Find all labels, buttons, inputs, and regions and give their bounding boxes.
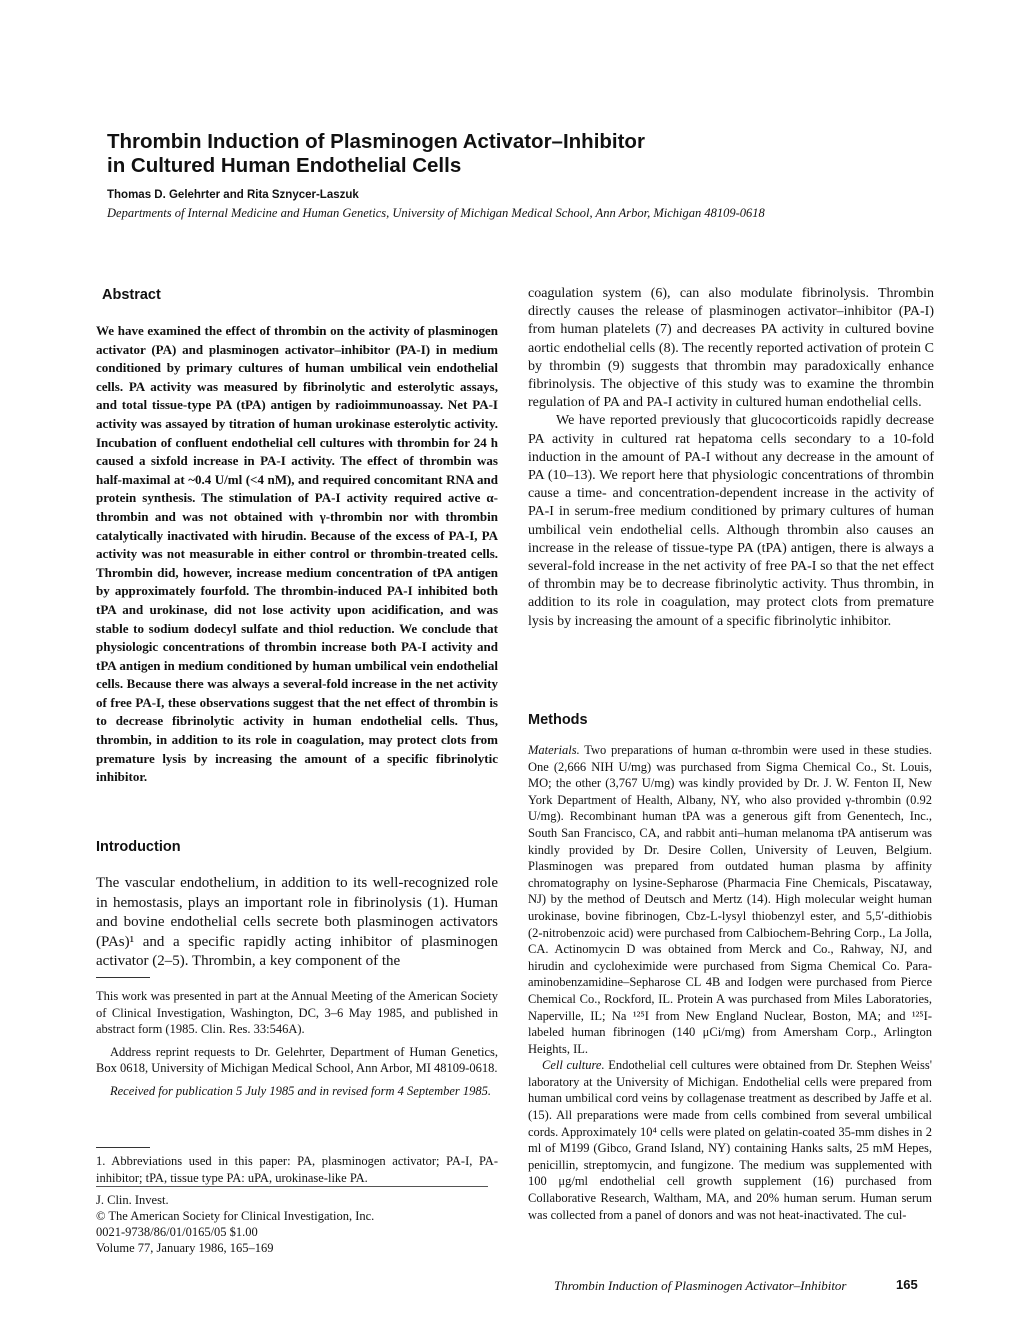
introduction-text: The vascular endothelium, in addition to its well-recognized role in hemostasis, plays an important role in fibrinolysis (1). Human and bovine endothelial cells secrete both plasminogen activators (PAs)¹ and a specific rapidly acting inhibitor of plasminogen activator (2–5). Thrombin, a key component of the bbox=[96, 875, 498, 970]
footnote-presentation: This work was presented in part at the Annual Meeting of the American Society of Clinical Investigation, Washington, DC, 3–6 May 1985, and published in abstract form (1985. Clin. Res. 33:546A). bbox=[96, 989, 498, 1037]
footnote-received-dates: Received for publication 5 July 1985 and in revised form 4 September 1985. bbox=[110, 1083, 492, 1098]
journal-copyright: © The American Society for Clinical Investigation, Inc. bbox=[96, 1209, 375, 1223]
journal-name: J. Clin. Invest. bbox=[96, 1193, 169, 1207]
journal-info-divider bbox=[96, 1186, 488, 1187]
materials-text: Two preparations of human α-thrombin were used in these studies. One (2,666 NIH U/mg) was purchased from Sigma Chemical Co., St. Louis, MO; the other (3,767 U/mg) was kindly provided by Dr. J. W. Fenton II, New York Department of Health, Albany, NY, who also provided γ-thrombin (0.92 U/mg). Recombinant human tPA was a generous gift from Genentech, Inc., South San Francisco, CA, and rabbit anti–human melanoma tPA antiserum was kindly provided by Dr. Desire Collen, University of Leuven, Belgium. Plasminogen was prepared from outdated human plasma by affinity chromatography on lysine-Sepharose (Pharmacia Fine Chemicals, Piscataway, NJ) by the method of Deutsch and Mertz (14). High molecular weight human urokinase, bovine fibrinogen, Cbz-L-lysyl thiobenzyl ester, and 5,5′-dithiobis (2-nitrobenzoic acid) were purchased from Calbiochem-Behring Corp., La Jolla, CA. Actinomycin D was obtained from Merck and Co., Rahway, NJ, and hirudin and cycloheximide were purchased from Sigma Chemical Co. Para-aminobenzamidine–Sepharose CL 4B and Iodgen were purchased from Pierce Chemical Co., Rockford, IL. Protein A was purchased from Miles Laboratories, Naperville, IL; Na ¹²⁵I from New England Nuclear, Boston, MA; and ¹²⁵I-labeled human fibrinogen (140 μCi/mg) from Amersham Corp., Arlington Heights, IL. bbox=[528, 743, 932, 1056]
abstract-heading: Abstract bbox=[102, 287, 161, 303]
article-title bbox=[107, 130, 927, 178]
cell-culture-text: Endothelial cell cultures were obtained from Dr. Stephen Weiss' laboratory at the University of Michigan. Endothelial cells were prepared from human umbilical cord veins by collagenase treatment as described by Jaffe et al. (15). All preparations were made from cells combined from several umbilical cords. Approximately 10⁴ cells were plated on gelatin-coated 35-mm dishes in 2 ml of M199 (Gibco, Grand Island, NY) containing Hanks salts, 25 mM Hepes, penicillin, streptomycin, and fungizone. The medium was supplemented with 100 μg/ml endothelial cell growth supplement (16) purchased from Collaborative Research, Waltham, MA, and 20% human serum. Human serum was collected from a panel of donors and was not heat-inactivated. The cul- bbox=[528, 1058, 932, 1222]
article-title-line-1: Thrombin Induction of Plasminogen Activator–Inhibitor bbox=[107, 130, 645, 153]
abstract-text: We have examined the effect of thrombin on the activity of plasminogen activator (PA) and plasminogen activator–inhibitor (PA-I) in medium conditioned by primary cultures of human umbilical vein endothelial cells. PA activity was measured by fibrinolytic and esterolytic assays, and total tissue-type PA (tPA) antigen by radioimmunoassay. Net PA-I activity was assayed by titration of human urokinase esterolytic activity. Incubation of confluent endothelial cell cultures with thrombin for 24 h caused a sixfold increase in PA-I activity. The effect of thrombin was half-maximal at ~0.4 U/ml (<4 nM), and required concomitant RNA and protein synthesis. The stimulation of PA-I activity required active α-thrombin and was not obtained with γ-thrombin nor with thrombin catalytically inactivated with hirudin. Because of the excess of PA-I, PA activity was not measurable in either control or thrombin-treated cells. Thrombin did, however, increase medium concentration of tPA antigen by approximately fourfold. The thrombin-induced PA-I inhibited both tPA and urokinase, did not lose activity upon acidification, and was stable to sodium dodecyl sulfate and thiol reduction. We conclude that physiologic concentrations of thrombin increase both PA-I activity and tPA antigen in medium conditioned by human umbilical vein endothelial cells. Because there was always a several-fold increase in the net activity of free PA-I, these observations suggest that the net effect of thrombin is to decrease fibrinolytic activity in human endothelial cells. Thus, thrombin, in addition to its role in coagulation, may protect clots from premature lysis by increasing the amount of a specific fibrinolytic inhibitor. bbox=[96, 323, 498, 785]
journal-volume: Volume 77, January 1986, 165–169 bbox=[96, 1241, 274, 1255]
article-title-line-2: in Cultured Human Endothelial Cells bbox=[107, 154, 462, 177]
footnote-reprint-requests: Address reprint requests to Dr. Gelehrter, Department of Human Genetics, Box 0618, University of Michigan Medical School, Ann Arbor, MI 48109-0618. bbox=[96, 1044, 498, 1076]
materials-runin-heading: Materials. bbox=[528, 743, 580, 757]
journal-issn: 0021-9738/86/01/0165/05 $1.00 bbox=[96, 1225, 258, 1239]
introduction-paragraph: coagulation system (6), can also modulate fibrinolysis. Thrombin directly causes the release of plasminogen activator–inhibitor (PA-I) from human platelets (7) and decreases PA activity in cultured bovine aortic endothelial cells (8). The recently reported activation of protein C by thrombin (9) suggests that thrombin may paradoxically enhance fibrinolysis. The objective of this study was to examine the thrombin regulation of PA and PA-I activity in cultured human endothelial cells. bbox=[528, 286, 934, 411]
footnote-abbreviations: 1. Abbreviations used in this paper: PA, plasminogen activator; PA-I, PA-inhibitor; tPA, tissue type PA: uPA, urokinase-like PA. bbox=[96, 1154, 498, 1185]
author-list: Thomas D. Gelehrter and Rita Sznycer-Laszuk bbox=[107, 189, 359, 201]
footnote-divider bbox=[96, 977, 150, 978]
footnote-divider bbox=[96, 1147, 150, 1148]
running-footer: Thrombin Induction of Plasminogen Activator–Inhibitor bbox=[554, 1278, 847, 1293]
page-number: 165 bbox=[896, 1277, 918, 1292]
methods-text bbox=[528, 742, 932, 1223]
introduction-continued bbox=[528, 285, 934, 631]
cell-culture-runin-heading: Cell culture. bbox=[542, 1058, 605, 1073]
introduction-heading: Introduction bbox=[96, 839, 181, 855]
introduction-paragraph: We have reported previously that glucocorticoids rapidly decrease PA activity in cultured rat hepatoma cells secondary to a 10-fold induction in the amount of PA-I without any decrease in the amount of PA (10–13). We report here that physiologic concentrations of thrombin cause a time- and concentration-dependent increase in the activity of PA-I in serum-free medium conditioned by primary cultures of human umbilical vein endothelial cells. Although thrombin also causes an increase in the release of tissue-type PA (tPA) antigen, there is always a several-fold increase in the net activity of free PA-I so that the net effect of thrombin may be to decrease fibrinolytic activity. Thus thrombin, in addition to its role in coagulation, may protect clots from premature lysis by increasing the amount of a specific fibrinolytic inhibitor. bbox=[528, 413, 934, 629]
journal-info bbox=[96, 1192, 498, 1256]
methods-cell-culture-paragraph bbox=[528, 1057, 932, 1223]
footnotes bbox=[96, 988, 498, 1106]
author-affiliation: Departments of Internal Medicine and Human Genetics, University of Michigan Medical School, Ann Arbor, Michigan 48109-0618 bbox=[107, 206, 765, 220]
methods-materials-paragraph bbox=[528, 742, 932, 1057]
methods-heading: Methods bbox=[528, 712, 588, 728]
